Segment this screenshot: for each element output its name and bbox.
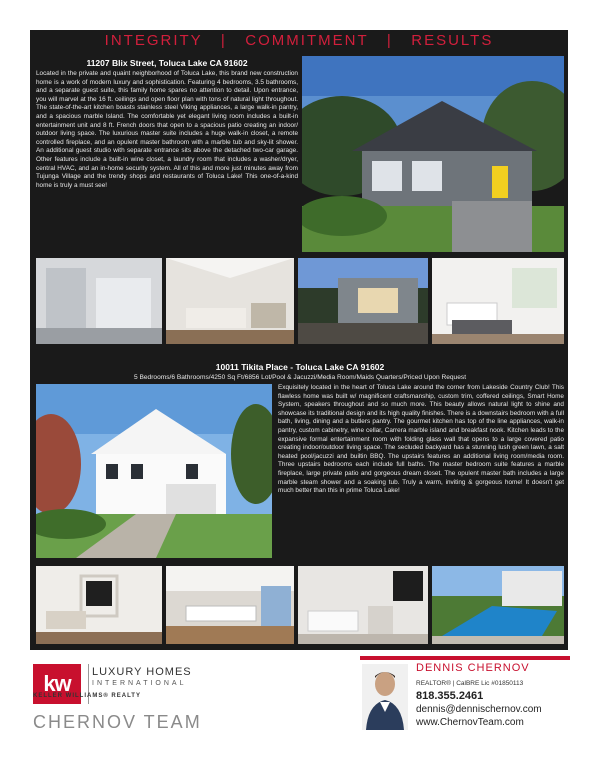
agent-phone[interactable]: 818.355.2461: [416, 690, 484, 702]
listing2-subtitle: 5 Bedrooms/6 Bathrooms/4250 Sq Ft/6856 Lot/Pool & Jacuzzi/Media Room/Maids Quarters/Priced Upon Request: [133, 374, 467, 381]
agent-photo: [362, 664, 408, 730]
agent-website[interactable]: www.ChernovTeam.com: [416, 717, 524, 728]
listing2-pool-photo: [432, 566, 564, 644]
kw-logo-text: kw: [43, 671, 71, 696]
listing2-description: Exquisitely located in the heart of Toluca Lake around the corner from Lakeside Country Club! This flawless home was built w/ magnificent craftsmanship, custom trim, coffered ceilings, Smart Home System, speakers throughout and so much more. This beauty allows natural light to shine and showcase its traditional design and its high quality finishes. There is a downstairs bedroom with a full bath, living, dining and a butlers pantry. The gourmet kitchen has top of the line appliances, walk-in pantry, custom cabinetry, wine cellar, Carrera marble island and breakfast nook. Kitchen leads to the expansive formal entertainment room with folding glass wall that opens to a large covered patio creating indoor/outdoor living space. The secluded backyard has a stunning lush green lawn, a salt heated pool/jacuzzi and builtin BBQ. The upstairs features an additional living room/media room. Three upstairs bedrooms each include full baths. The master bedroom suite features a marble fireplace, large private patio and gorgeous dream closet. The opulent master bath includes a large marble steam shower and a soaking tub. Truly a warm, inviting & gorgeous home! It doesn't get much better than this in prime Toluca Lake!: [278, 384, 564, 495]
listing2-exterior-photo: [36, 384, 272, 558]
listing2-bathroom-photo: [298, 566, 428, 644]
listing1-patio-photo: [298, 258, 428, 344]
listing1-exterior-photo: [302, 56, 564, 252]
listing1-bathroom-photo: [36, 258, 162, 344]
agent-name: DENNIS CHERNOV: [416, 662, 530, 674]
listing1-family-room-photo: [432, 258, 564, 344]
slogan: INTEGRITY | COMMITMENT | RESULTS: [104, 32, 494, 49]
luxury-homes-label: LUXURY HOMES: [92, 666, 192, 678]
listing1-description: Located in the private and quaint neighborhood of Toluca Lake, this brand new construction home is a work of modern luxury and sophistication. Featuring 4 bedrooms, 3.5 bathrooms, and a separate guest suite, this family home spares no attention to detail. Upon entrance, you will marvel at the 16 ft. ceilings and open floor plan with tons of natural light throughout. The state-of-the-art kitchen boasts stainless steel Viking appliances, a large walk-in pantry, and a spacious marble Island. The comfortable yet elegant living room includes a built-in entertainment unit and 8 ft. French doors that open to a spacious patio creating an indoor/ outdoor living space. The luxurious master suite includes a huge walk-in closet, a remote controlled fireplace, and an opulent master bathroom with a marble tub and sky-lit shower. An additional guest studio with separate entrance sits above the detached two-car garage. Other features include a built-in wine closet, a laundry room that includes a washer/dryer, central HVAC, and an in-home security system. All of this and more just minutes away from Tujunga Village and the trendy shops and restaurants of Toluca Lake! This one-of-a-kind home is truly a must see!: [36, 70, 298, 189]
listing2-title: 10011 Tikita Place - Toluca Lake CA 91602: [215, 362, 385, 372]
international-label: INTERNATIONAL: [92, 680, 187, 687]
listing2-kitchen-photo: [166, 566, 294, 644]
keller-williams-label: KELLER WILLIAMS® REALTY: [33, 693, 141, 699]
agent-license: REALTOR® | CalBRE Lic #01850113: [416, 680, 524, 687]
agent-email[interactable]: dennis@dennischernov.com: [416, 704, 542, 715]
listing2-fireplace-photo: [36, 566, 162, 644]
listing1-title: 11207 Blix Street, Toluca Lake CA 91602: [86, 58, 248, 68]
listing1-living-room-photo: [166, 258, 294, 344]
team-name: CHERNOV TEAM: [33, 712, 202, 732]
